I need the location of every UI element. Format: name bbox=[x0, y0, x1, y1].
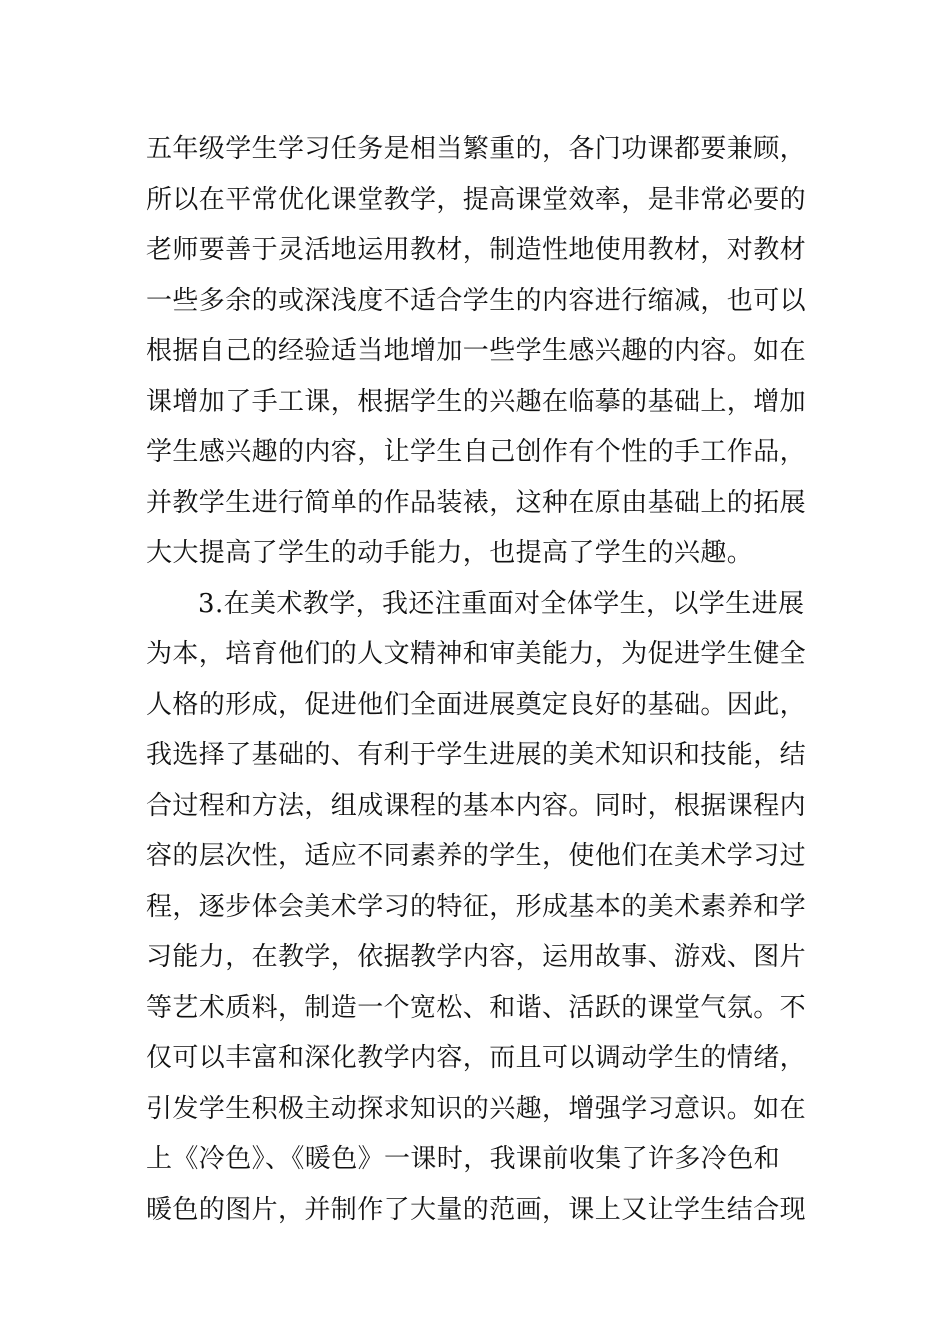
text-line: 仅可以丰富和深化教学内容，而且可以调动学生的情绪， bbox=[146, 1043, 807, 1073]
text-line: 引发学生积极主动探求知识的兴趣，增强学习意识。如在 bbox=[146, 1093, 807, 1124]
text-line: 容的层次性，适应不同素养的学生，使他们在美术学习过 bbox=[146, 841, 807, 871]
text-line: 一些多余的或深浅度不适合学生的内容进行缩减，也可以 bbox=[146, 285, 807, 316]
text-line: 习能力，在教学，依据教学内容，运用故事、游戏、图片 bbox=[146, 942, 807, 972]
text-line: 3.在美术教学，我还注重面对全体学生，以学生进展 bbox=[198, 588, 805, 619]
text-line: 课增加了手工课，根据学生的兴趣在临摹的基础上，增加 bbox=[146, 386, 807, 417]
text-line: 为本，培育他们的人文精神和审美能力，为促进学生健全 bbox=[146, 639, 807, 669]
text-line: 学生感兴趣的内容，让学生自己创作有个性的手工作品， bbox=[146, 437, 807, 467]
body-text bbox=[146, 124, 816, 1235]
text-line: 并教学生进行简单的作品装裱，这种在原由基础上的拓展 bbox=[146, 487, 807, 518]
text-line: 所以在平常优化课堂教学，提高课堂效率，是非常必要的 bbox=[146, 184, 807, 215]
text-line: 上《冷色》、《暖色》一课时，我课前收集了许多冷色和 bbox=[146, 1144, 781, 1174]
text-line: 大大提高了学生的动手能力，也提高了学生的兴趣。 bbox=[146, 538, 754, 568]
text-line: 根据自己的经验适当地增加一些学生感兴趣的内容。如在 bbox=[146, 336, 807, 366]
text-line: 程，逐步体会美术学习的特征，形成基本的美术素养和学 bbox=[146, 891, 807, 922]
text-line: 暖色的图片，并制作了大量的范画，课上又让学生结合现 bbox=[146, 1194, 807, 1225]
text-line: 五年级学生学习任务是相当繁重的，各门功课都要兼顾， bbox=[146, 134, 807, 164]
text-line: 合过程和方法，组成课程的基本内容。同时，根据课程内 bbox=[146, 790, 807, 821]
text-line: 我选择了基础的、有利于学生进展的美术知识和技能，结 bbox=[146, 740, 807, 770]
text-line: 老师要善于灵活地运用教材，制造性地使用教材，对教材 bbox=[146, 235, 807, 265]
text-line: 等艺术质料，制造一个宽松、和谐、活跃的课堂气氛。不 bbox=[146, 992, 807, 1023]
text-line: 人格的形成，促进他们全面进展奠定良好的基础。因此， bbox=[146, 689, 807, 720]
